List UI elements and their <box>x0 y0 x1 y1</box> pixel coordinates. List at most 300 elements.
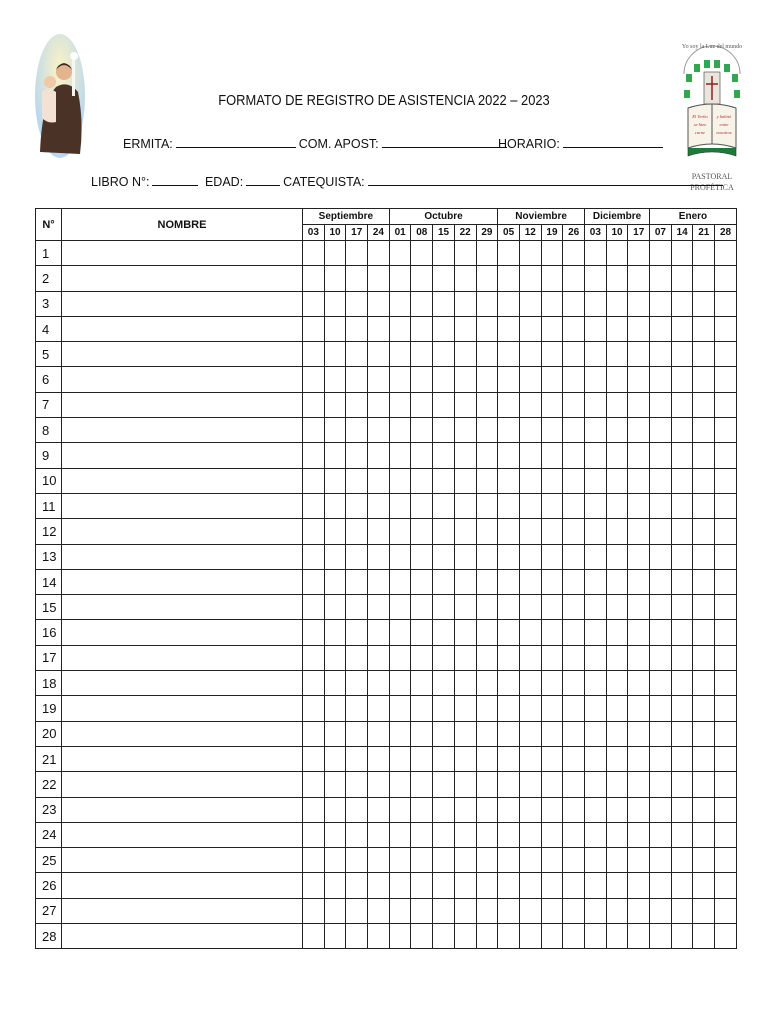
attendance-cell[interactable] <box>324 797 346 822</box>
attendance-cell[interactable] <box>650 671 672 696</box>
attendance-cell[interactable] <box>346 645 368 670</box>
attendance-cell[interactable] <box>563 924 585 949</box>
name-cell[interactable] <box>62 367 303 392</box>
attendance-cell[interactable] <box>368 822 390 847</box>
attendance-cell[interactable] <box>628 519 650 544</box>
attendance-cell[interactable] <box>454 266 476 291</box>
attendance-cell[interactable] <box>541 772 563 797</box>
attendance-cell[interactable] <box>585 443 607 468</box>
attendance-cell[interactable] <box>476 848 498 873</box>
attendance-cell[interactable] <box>303 569 325 594</box>
attendance-cell[interactable] <box>411 822 433 847</box>
attendance-cell[interactable] <box>715 367 737 392</box>
attendance-cell[interactable] <box>628 924 650 949</box>
attendance-cell[interactable] <box>650 519 672 544</box>
attendance-cell[interactable] <box>519 544 541 569</box>
attendance-cell[interactable] <box>541 569 563 594</box>
attendance-cell[interactable] <box>476 924 498 949</box>
attendance-cell[interactable] <box>368 418 390 443</box>
attendance-cell[interactable] <box>454 342 476 367</box>
attendance-cell[interactable] <box>454 721 476 746</box>
attendance-cell[interactable] <box>585 898 607 923</box>
attendance-cell[interactable] <box>715 645 737 670</box>
attendance-cell[interactable] <box>671 443 693 468</box>
attendance-cell[interactable] <box>650 241 672 266</box>
attendance-cell[interactable] <box>563 746 585 771</box>
attendance-cell[interactable] <box>454 241 476 266</box>
attendance-cell[interactable] <box>303 392 325 417</box>
attendance-cell[interactable] <box>585 797 607 822</box>
attendance-cell[interactable] <box>671 291 693 316</box>
attendance-cell[interactable] <box>433 595 455 620</box>
attendance-cell[interactable] <box>606 367 628 392</box>
attendance-cell[interactable] <box>498 822 520 847</box>
attendance-cell[interactable] <box>476 696 498 721</box>
attendance-cell[interactable] <box>498 342 520 367</box>
attendance-cell[interactable] <box>715 392 737 417</box>
attendance-cell[interactable] <box>650 721 672 746</box>
attendance-cell[interactable] <box>303 468 325 493</box>
name-cell[interactable] <box>62 671 303 696</box>
attendance-cell[interactable] <box>693 721 715 746</box>
attendance-cell[interactable] <box>476 266 498 291</box>
attendance-cell[interactable] <box>606 241 628 266</box>
attendance-cell[interactable] <box>498 848 520 873</box>
attendance-cell[interactable] <box>693 468 715 493</box>
attendance-cell[interactable] <box>715 873 737 898</box>
attendance-cell[interactable] <box>346 342 368 367</box>
attendance-cell[interactable] <box>324 493 346 518</box>
name-cell[interactable] <box>62 266 303 291</box>
attendance-cell[interactable] <box>433 924 455 949</box>
name-cell[interactable] <box>62 493 303 518</box>
attendance-cell[interactable] <box>411 645 433 670</box>
attendance-cell[interactable] <box>389 342 411 367</box>
attendance-cell[interactable] <box>715 316 737 341</box>
attendance-cell[interactable] <box>389 595 411 620</box>
attendance-cell[interactable] <box>606 266 628 291</box>
attendance-cell[interactable] <box>324 569 346 594</box>
attendance-cell[interactable] <box>476 519 498 544</box>
attendance-cell[interactable] <box>715 291 737 316</box>
attendance-cell[interactable] <box>476 645 498 670</box>
name-cell[interactable] <box>62 418 303 443</box>
attendance-cell[interactable] <box>606 620 628 645</box>
attendance-cell[interactable] <box>519 595 541 620</box>
attendance-cell[interactable] <box>650 544 672 569</box>
attendance-cell[interactable] <box>563 645 585 670</box>
attendance-cell[interactable] <box>389 721 411 746</box>
attendance-cell[interactable] <box>563 291 585 316</box>
attendance-cell[interactable] <box>519 266 541 291</box>
attendance-cell[interactable] <box>563 493 585 518</box>
attendance-cell[interactable] <box>715 418 737 443</box>
attendance-cell[interactable] <box>628 418 650 443</box>
attendance-cell[interactable] <box>628 620 650 645</box>
attendance-cell[interactable] <box>541 645 563 670</box>
attendance-cell[interactable] <box>389 443 411 468</box>
attendance-cell[interactable] <box>368 569 390 594</box>
attendance-cell[interactable] <box>671 645 693 670</box>
attendance-cell[interactable] <box>650 873 672 898</box>
attendance-cell[interactable] <box>411 873 433 898</box>
attendance-cell[interactable] <box>606 316 628 341</box>
attendance-cell[interactable] <box>606 645 628 670</box>
attendance-cell[interactable] <box>324 898 346 923</box>
attendance-cell[interactable] <box>498 392 520 417</box>
attendance-cell[interactable] <box>476 671 498 696</box>
attendance-cell[interactable] <box>563 898 585 923</box>
attendance-cell[interactable] <box>563 266 585 291</box>
attendance-cell[interactable] <box>650 468 672 493</box>
attendance-cell[interactable] <box>476 241 498 266</box>
attendance-cell[interactable] <box>346 721 368 746</box>
attendance-cell[interactable] <box>715 569 737 594</box>
attendance-cell[interactable] <box>650 848 672 873</box>
attendance-cell[interactable] <box>389 367 411 392</box>
attendance-cell[interactable] <box>628 392 650 417</box>
attendance-cell[interactable] <box>498 772 520 797</box>
attendance-cell[interactable] <box>519 241 541 266</box>
attendance-cell[interactable] <box>368 443 390 468</box>
attendance-cell[interactable] <box>346 696 368 721</box>
attendance-cell[interactable] <box>433 367 455 392</box>
attendance-cell[interactable] <box>563 367 585 392</box>
attendance-cell[interactable] <box>389 291 411 316</box>
attendance-cell[interactable] <box>303 316 325 341</box>
attendance-cell[interactable] <box>389 569 411 594</box>
attendance-cell[interactable] <box>606 544 628 569</box>
name-cell[interactable] <box>62 746 303 771</box>
attendance-cell[interactable] <box>585 367 607 392</box>
attendance-cell[interactable] <box>541 241 563 266</box>
attendance-cell[interactable] <box>476 468 498 493</box>
attendance-cell[interactable] <box>368 696 390 721</box>
attendance-cell[interactable] <box>628 595 650 620</box>
attendance-cell[interactable] <box>476 367 498 392</box>
attendance-cell[interactable] <box>606 721 628 746</box>
attendance-cell[interactable] <box>715 746 737 771</box>
attendance-cell[interactable] <box>498 746 520 771</box>
attendance-cell[interactable] <box>411 595 433 620</box>
attendance-cell[interactable] <box>519 519 541 544</box>
attendance-cell[interactable] <box>715 696 737 721</box>
attendance-cell[interactable] <box>389 671 411 696</box>
horario-field[interactable] <box>563 135 663 148</box>
attendance-cell[interactable] <box>715 797 737 822</box>
attendance-cell[interactable] <box>650 696 672 721</box>
attendance-cell[interactable] <box>433 443 455 468</box>
attendance-cell[interactable] <box>368 898 390 923</box>
attendance-cell[interactable] <box>585 873 607 898</box>
name-cell[interactable] <box>62 620 303 645</box>
attendance-cell[interactable] <box>476 746 498 771</box>
attendance-cell[interactable] <box>519 316 541 341</box>
attendance-cell[interactable] <box>541 822 563 847</box>
attendance-cell[interactable] <box>541 671 563 696</box>
attendance-cell[interactable] <box>585 746 607 771</box>
attendance-cell[interactable] <box>411 797 433 822</box>
attendance-cell[interactable] <box>389 772 411 797</box>
attendance-cell[interactable] <box>519 392 541 417</box>
attendance-cell[interactable] <box>454 291 476 316</box>
attendance-cell[interactable] <box>389 898 411 923</box>
attendance-cell[interactable] <box>433 873 455 898</box>
attendance-cell[interactable] <box>585 418 607 443</box>
attendance-cell[interactable] <box>563 316 585 341</box>
attendance-cell[interactable] <box>368 924 390 949</box>
attendance-cell[interactable] <box>454 519 476 544</box>
attendance-cell[interactable] <box>368 367 390 392</box>
attendance-cell[interactable] <box>715 772 737 797</box>
attendance-cell[interactable] <box>324 367 346 392</box>
attendance-cell[interactable] <box>368 797 390 822</box>
attendance-cell[interactable] <box>389 266 411 291</box>
attendance-cell[interactable] <box>671 241 693 266</box>
attendance-cell[interactable] <box>519 822 541 847</box>
attendance-cell[interactable] <box>433 822 455 847</box>
attendance-cell[interactable] <box>346 898 368 923</box>
attendance-cell[interactable] <box>346 544 368 569</box>
attendance-cell[interactable] <box>628 721 650 746</box>
attendance-cell[interactable] <box>411 924 433 949</box>
attendance-cell[interactable] <box>433 671 455 696</box>
attendance-cell[interactable] <box>693 671 715 696</box>
attendance-cell[interactable] <box>303 266 325 291</box>
attendance-cell[interactable] <box>303 519 325 544</box>
attendance-cell[interactable] <box>541 797 563 822</box>
attendance-cell[interactable] <box>628 468 650 493</box>
attendance-cell[interactable] <box>389 418 411 443</box>
attendance-cell[interactable] <box>671 746 693 771</box>
attendance-cell[interactable] <box>585 645 607 670</box>
attendance-cell[interactable] <box>498 645 520 670</box>
attendance-cell[interactable] <box>519 671 541 696</box>
attendance-cell[interactable] <box>671 519 693 544</box>
attendance-cell[interactable] <box>324 241 346 266</box>
attendance-cell[interactable] <box>606 493 628 518</box>
attendance-cell[interactable] <box>541 595 563 620</box>
attendance-cell[interactable] <box>368 316 390 341</box>
name-cell[interactable] <box>62 569 303 594</box>
attendance-cell[interactable] <box>346 367 368 392</box>
attendance-cell[interactable] <box>433 772 455 797</box>
attendance-cell[interactable] <box>454 544 476 569</box>
attendance-cell[interactable] <box>433 721 455 746</box>
attendance-cell[interactable] <box>433 418 455 443</box>
attendance-cell[interactable] <box>519 772 541 797</box>
attendance-cell[interactable] <box>389 620 411 645</box>
name-cell[interactable] <box>62 316 303 341</box>
attendance-cell[interactable] <box>368 772 390 797</box>
attendance-cell[interactable] <box>324 671 346 696</box>
attendance-cell[interactable] <box>650 367 672 392</box>
attendance-cell[interactable] <box>346 595 368 620</box>
attendance-cell[interactable] <box>476 418 498 443</box>
attendance-cell[interactable] <box>324 291 346 316</box>
attendance-cell[interactable] <box>519 645 541 670</box>
attendance-cell[interactable] <box>606 418 628 443</box>
attendance-cell[interactable] <box>671 721 693 746</box>
attendance-cell[interactable] <box>303 493 325 518</box>
attendance-cell[interactable] <box>606 569 628 594</box>
attendance-cell[interactable] <box>693 746 715 771</box>
attendance-cell[interactable] <box>563 848 585 873</box>
attendance-cell[interactable] <box>368 544 390 569</box>
attendance-cell[interactable] <box>650 316 672 341</box>
attendance-cell[interactable] <box>476 772 498 797</box>
attendance-cell[interactable] <box>585 342 607 367</box>
attendance-cell[interactable] <box>454 569 476 594</box>
attendance-cell[interactable] <box>541 443 563 468</box>
attendance-cell[interactable] <box>368 342 390 367</box>
attendance-cell[interactable] <box>541 266 563 291</box>
attendance-cell[interactable] <box>650 342 672 367</box>
attendance-cell[interactable] <box>519 898 541 923</box>
attendance-cell[interactable] <box>541 342 563 367</box>
attendance-cell[interactable] <box>389 797 411 822</box>
attendance-cell[interactable] <box>346 873 368 898</box>
attendance-cell[interactable] <box>346 266 368 291</box>
attendance-cell[interactable] <box>671 873 693 898</box>
attendance-cell[interactable] <box>541 519 563 544</box>
attendance-cell[interactable] <box>324 468 346 493</box>
attendance-cell[interactable] <box>303 797 325 822</box>
attendance-cell[interactable] <box>650 392 672 417</box>
attendance-cell[interactable] <box>519 418 541 443</box>
attendance-cell[interactable] <box>368 645 390 670</box>
attendance-cell[interactable] <box>693 418 715 443</box>
attendance-cell[interactable] <box>433 493 455 518</box>
ermita-field[interactable] <box>176 135 296 148</box>
attendance-cell[interactable] <box>628 367 650 392</box>
attendance-cell[interactable] <box>498 924 520 949</box>
attendance-cell[interactable] <box>715 544 737 569</box>
attendance-cell[interactable] <box>671 848 693 873</box>
attendance-cell[interactable] <box>585 595 607 620</box>
attendance-cell[interactable] <box>346 924 368 949</box>
attendance-cell[interactable] <box>454 645 476 670</box>
com-apost-field[interactable] <box>382 135 507 148</box>
attendance-cell[interactable] <box>563 797 585 822</box>
attendance-cell[interactable] <box>324 418 346 443</box>
attendance-cell[interactable] <box>498 671 520 696</box>
attendance-cell[interactable] <box>519 746 541 771</box>
attendance-cell[interactable] <box>585 544 607 569</box>
attendance-cell[interactable] <box>563 822 585 847</box>
attendance-cell[interactable] <box>324 443 346 468</box>
attendance-cell[interactable] <box>606 873 628 898</box>
attendance-cell[interactable] <box>606 392 628 417</box>
attendance-cell[interactable] <box>411 493 433 518</box>
attendance-cell[interactable] <box>715 620 737 645</box>
name-cell[interactable] <box>62 848 303 873</box>
attendance-cell[interactable] <box>671 898 693 923</box>
attendance-cell[interactable] <box>541 367 563 392</box>
attendance-cell[interactable] <box>498 721 520 746</box>
attendance-cell[interactable] <box>693 342 715 367</box>
attendance-cell[interactable] <box>650 746 672 771</box>
attendance-cell[interactable] <box>368 848 390 873</box>
attendance-cell[interactable] <box>541 721 563 746</box>
attendance-cell[interactable] <box>606 898 628 923</box>
attendance-cell[interactable] <box>433 392 455 417</box>
attendance-cell[interactable] <box>411 519 433 544</box>
attendance-cell[interactable] <box>628 316 650 341</box>
attendance-cell[interactable] <box>389 645 411 670</box>
attendance-cell[interactable] <box>671 797 693 822</box>
attendance-cell[interactable] <box>389 468 411 493</box>
attendance-cell[interactable] <box>563 342 585 367</box>
attendance-cell[interactable] <box>476 620 498 645</box>
attendance-cell[interactable] <box>411 544 433 569</box>
attendance-cell[interactable] <box>411 620 433 645</box>
attendance-cell[interactable] <box>519 873 541 898</box>
attendance-cell[interactable] <box>411 746 433 771</box>
attendance-cell[interactable] <box>368 468 390 493</box>
attendance-cell[interactable] <box>628 873 650 898</box>
attendance-cell[interactable] <box>346 848 368 873</box>
attendance-cell[interactable] <box>433 241 455 266</box>
attendance-cell[interactable] <box>563 569 585 594</box>
attendance-cell[interactable] <box>541 392 563 417</box>
attendance-cell[interactable] <box>324 721 346 746</box>
attendance-cell[interactable] <box>454 443 476 468</box>
name-cell[interactable] <box>62 241 303 266</box>
attendance-cell[interactable] <box>346 569 368 594</box>
attendance-cell[interactable] <box>303 342 325 367</box>
attendance-cell[interactable] <box>433 797 455 822</box>
attendance-cell[interactable] <box>498 291 520 316</box>
attendance-cell[interactable] <box>303 443 325 468</box>
attendance-cell[interactable] <box>324 645 346 670</box>
attendance-cell[interactable] <box>389 316 411 341</box>
attendance-cell[interactable] <box>433 544 455 569</box>
name-cell[interactable] <box>62 443 303 468</box>
attendance-cell[interactable] <box>671 620 693 645</box>
attendance-cell[interactable] <box>389 392 411 417</box>
attendance-cell[interactable] <box>368 746 390 771</box>
attendance-cell[interactable] <box>585 822 607 847</box>
name-cell[interactable] <box>62 468 303 493</box>
attendance-cell[interactable] <box>650 822 672 847</box>
attendance-cell[interactable] <box>650 418 672 443</box>
attendance-cell[interactable] <box>411 671 433 696</box>
attendance-cell[interactable] <box>628 746 650 771</box>
attendance-cell[interactable] <box>389 493 411 518</box>
attendance-cell[interactable] <box>693 519 715 544</box>
attendance-cell[interactable] <box>346 772 368 797</box>
attendance-cell[interactable] <box>563 544 585 569</box>
attendance-cell[interactable] <box>433 696 455 721</box>
attendance-cell[interactable] <box>671 595 693 620</box>
attendance-cell[interactable] <box>324 392 346 417</box>
attendance-cell[interactable] <box>476 291 498 316</box>
attendance-cell[interactable] <box>606 671 628 696</box>
attendance-cell[interactable] <box>606 696 628 721</box>
attendance-cell[interactable] <box>346 316 368 341</box>
attendance-cell[interactable] <box>563 519 585 544</box>
attendance-cell[interactable] <box>563 241 585 266</box>
attendance-cell[interactable] <box>303 418 325 443</box>
attendance-cell[interactable] <box>693 924 715 949</box>
attendance-cell[interactable] <box>715 924 737 949</box>
attendance-cell[interactable] <box>303 898 325 923</box>
attendance-cell[interactable] <box>454 772 476 797</box>
attendance-cell[interactable] <box>433 342 455 367</box>
attendance-cell[interactable] <box>519 342 541 367</box>
attendance-cell[interactable] <box>671 493 693 518</box>
